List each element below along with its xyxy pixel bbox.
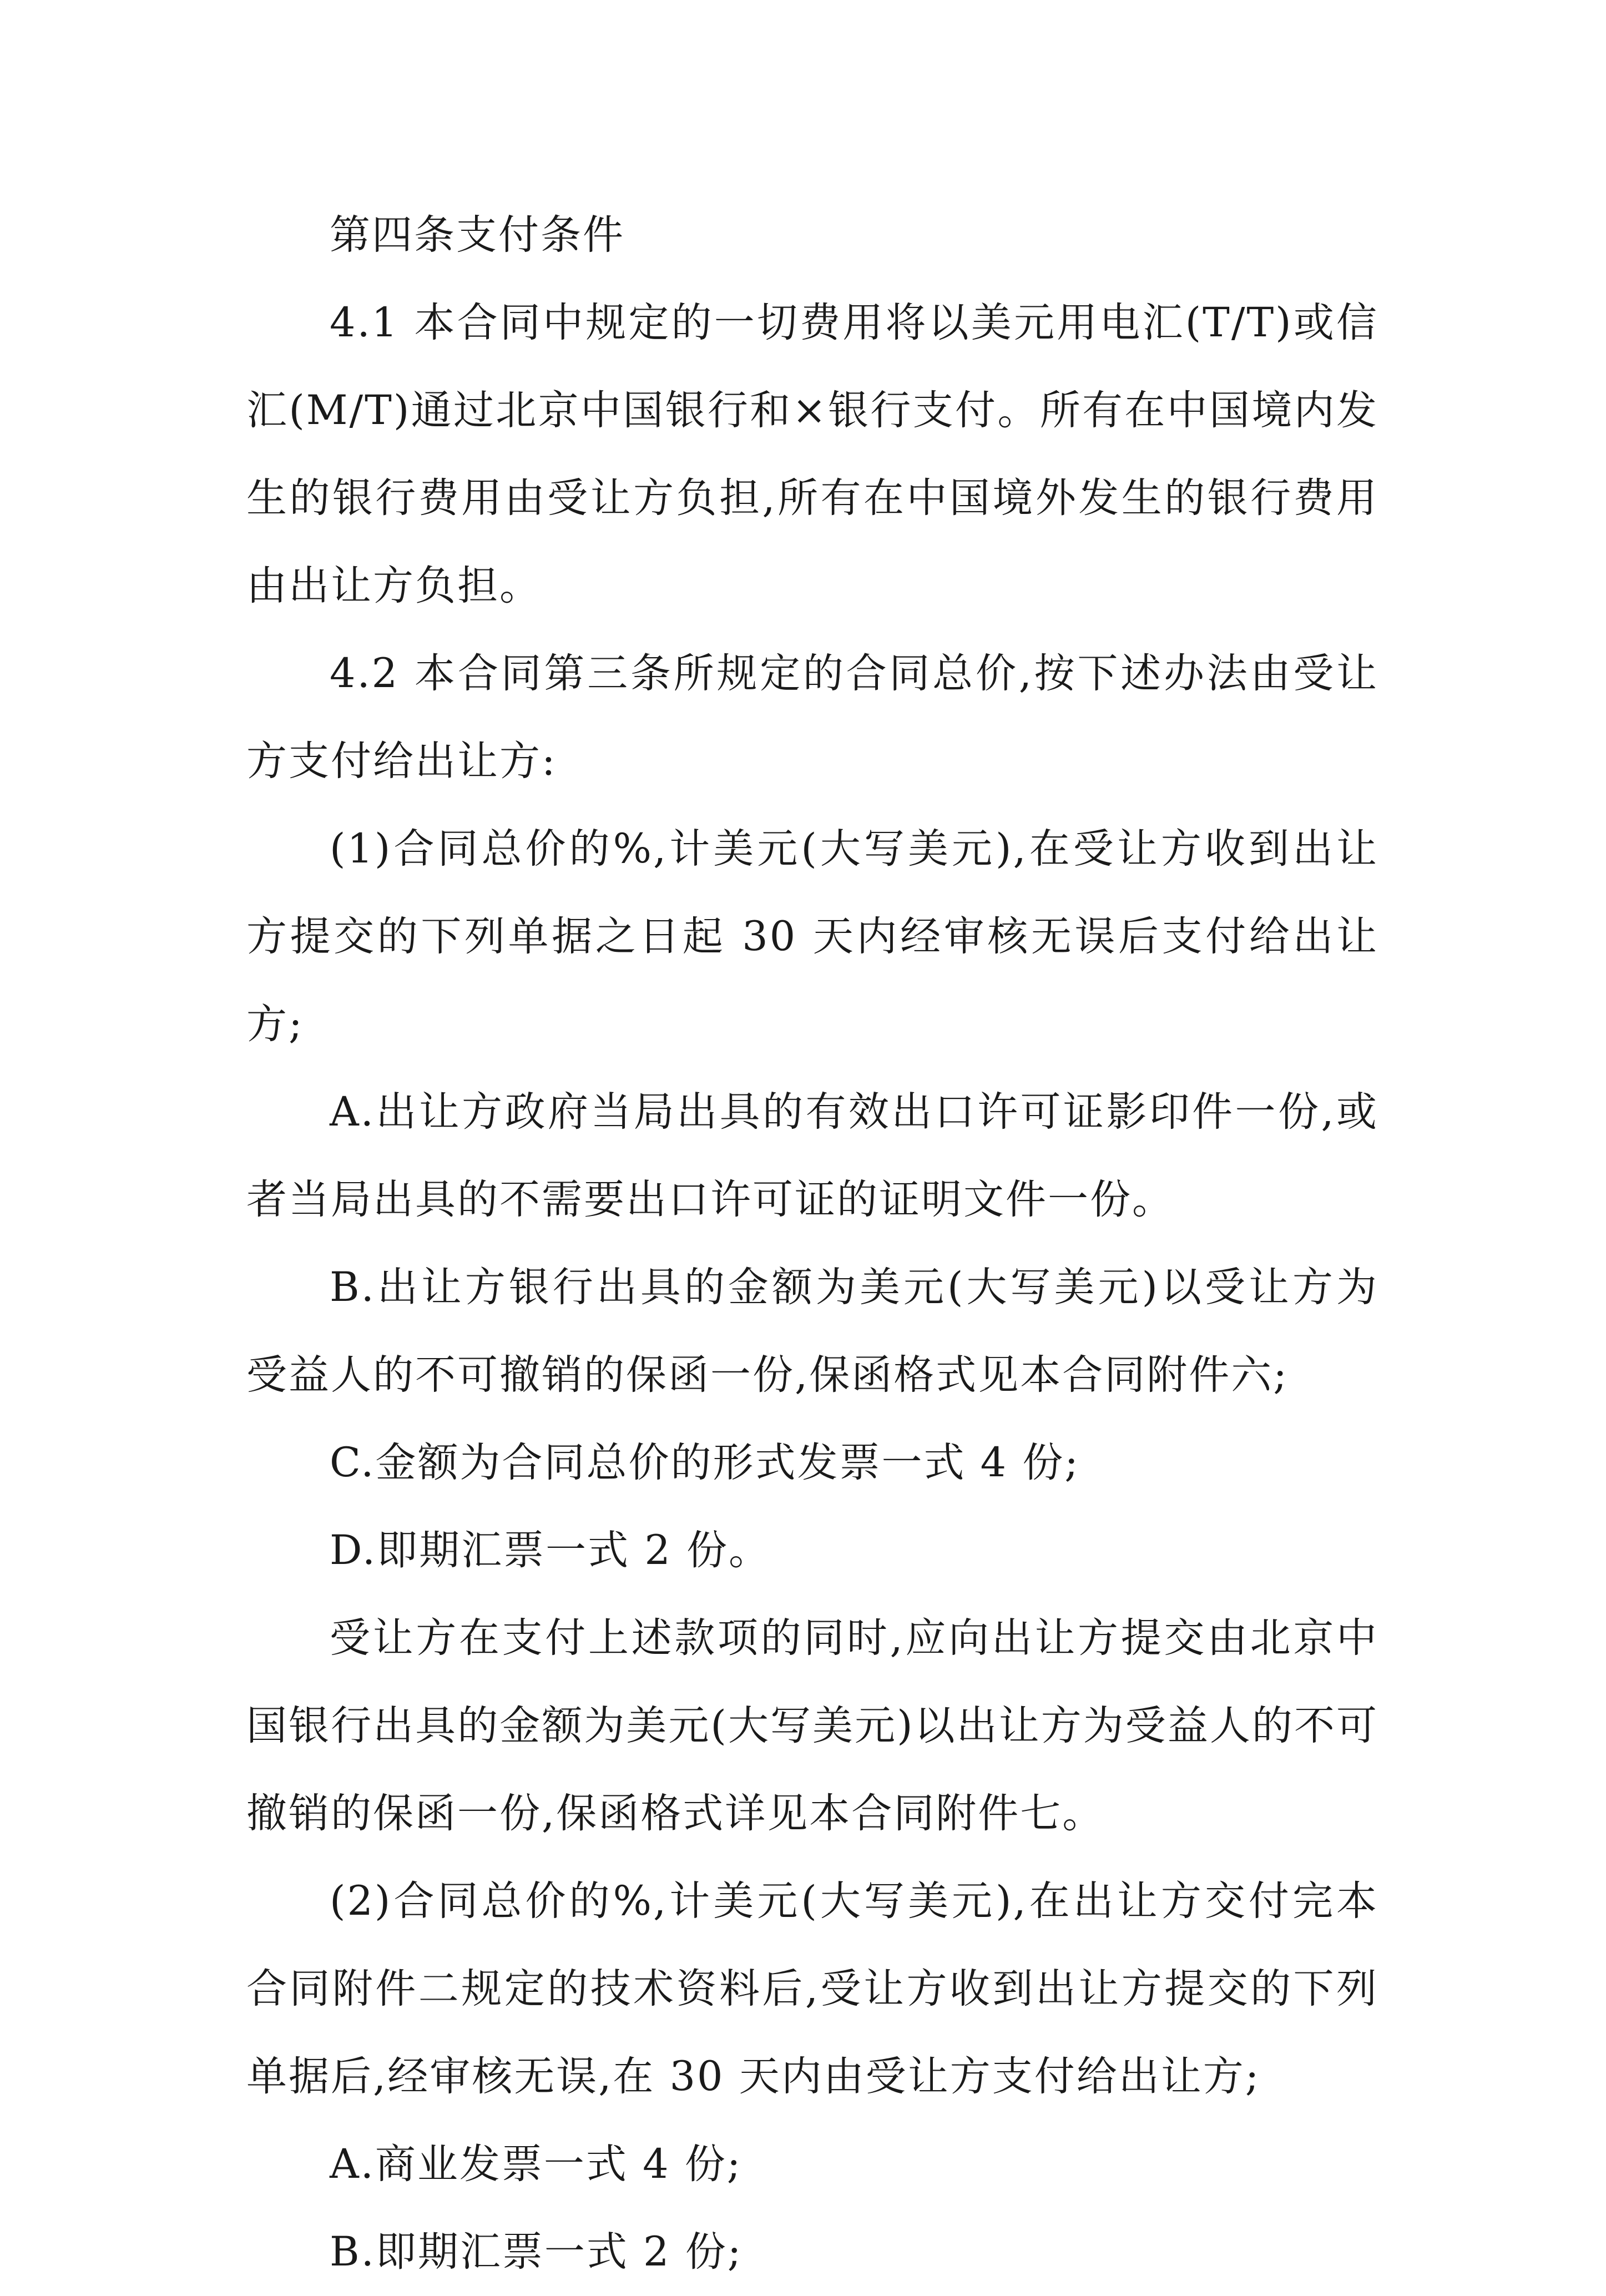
paragraph-item-1-d: D.即期汇票一式 2 份。 xyxy=(330,1527,771,1574)
paragraph-item-1: (1)合同总价的%,计美元(大写美元),在受让方收到出让方提交的下列单据之日起 30 天内经审核无误后支付给出让方; xyxy=(246,825,1378,1048)
section-heading: 第四条支付条件 xyxy=(330,211,625,259)
paragraph-4-1: 4.1 本合同中规定的一切费用将以美元用电汇(T/T)或信汇(M/T)通过北京中国银行和×银行支付。所有在中国境内发生的银行费用由受让方负担,所有在中国境外发生的银行费用由出让方负担。 xyxy=(246,299,1378,609)
paragraph-guarantee: 受让方在支付上述款项的同时,应向出让方提交由北京中国银行出具的金额为美元(大写美元)以出让方为受益人的不可撤销的保函一份,保函格式详见本合同附件七。 xyxy=(246,1614,1378,1837)
paragraph-item-2-a: A.商业发票一式 4 份; xyxy=(330,2141,743,2188)
paragraph-item-2: (2)合同总价的%,计美元(大写美元),在出让方交付完本合同附件二规定的技术资料后,受让方收到出让方提交的下列单据后,经审核无误,在 30 天内由受让方支付给出让方; xyxy=(246,1878,1378,2100)
paragraph-item-1-b: B.出让方银行出具的金额为美元(大写美元)以受让方为受益人的不可撤销的保函一份,保函格式见本合同附件六; xyxy=(246,1264,1378,1399)
document-body xyxy=(246,191,1378,2296)
paragraph-item-2-b: B.即期汇票一式 2 份; xyxy=(330,2228,743,2275)
paragraph-item-1-a: A.出让方政府当局出具的有效出口许可证影印件一份,或者当局出具的不需要出口许可证的证明文件一份。 xyxy=(246,1088,1378,1223)
paragraph-4-2: 4.2 本合同第三条所规定的合同总价,按下述办法由受让方支付给出让方: xyxy=(246,650,1378,785)
paragraph-item-1-c: C.金额为合同总价的形式发票一式 4 份; xyxy=(330,1439,1080,1486)
